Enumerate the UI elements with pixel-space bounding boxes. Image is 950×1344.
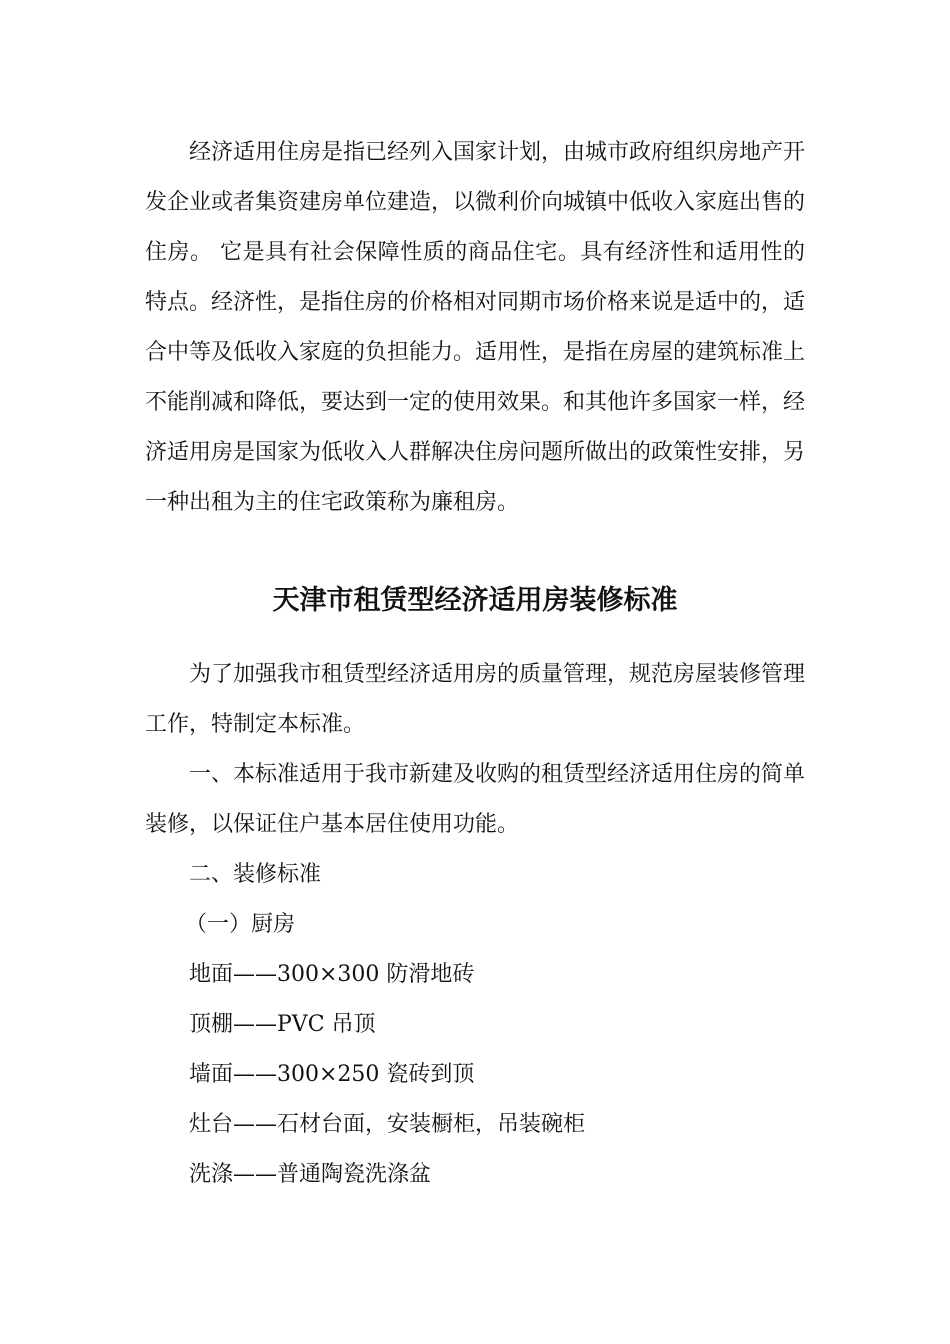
- kitchen-item-sink: 洗涤——普通陶瓷洗涤盆: [189, 1162, 432, 1187]
- kitchen-item-floor: 地面——300×300 防滑地砖: [189, 962, 475, 987]
- purpose-paragraph: 为了加强我市租赁型经济适用房的质量管理，规范房屋装修管理工作，特制定本标准。: [145, 662, 806, 737]
- kitchen-heading: （一）厨房: [185, 912, 296, 937]
- standard-body: [145, 650, 805, 1200]
- intro-paragraph: 经济适用住房是指已经列入国家计划，由城市政府组织房地产开发企业或者集资建房单位建造，以微利价向城镇中低收入家庭出售的住房。 它是具有社会保障性质的商品住宅。具有经济性和适用性的特点。经济性，是指住房的价格相对同期市场价格来说是适中的，适合中等及低收入家庭的负担能力。适用性，是指在房屋的建筑标准上不能削减和降低，要达到一定的使用效果。和其他许多国家一样，经济适用房是国家为低收入人群解决住房问题所做出的政策性安排，另一种出租为主的住宅政策称为廉租房。: [145, 140, 806, 515]
- kitchen-item-stove: 灶台——石材台面，安装橱柜，吊装碗柜: [189, 1112, 586, 1137]
- section-title: 天津市租赁型经济适用房装修标准: [272, 585, 678, 616]
- clause-2-heading: 二、装修标准: [189, 862, 322, 887]
- clause-1-paragraph: 一、本标准适用于我市新建及收购的租赁型经济适用住房的简单装修，以保证住户基本居住使用功能。: [145, 762, 806, 837]
- kitchen-item-ceiling: 顶棚——PVC 吊顶: [189, 1012, 376, 1037]
- kitchen-item-wall: 墙面——300×250 瓷砖到顶: [189, 1062, 475, 1087]
